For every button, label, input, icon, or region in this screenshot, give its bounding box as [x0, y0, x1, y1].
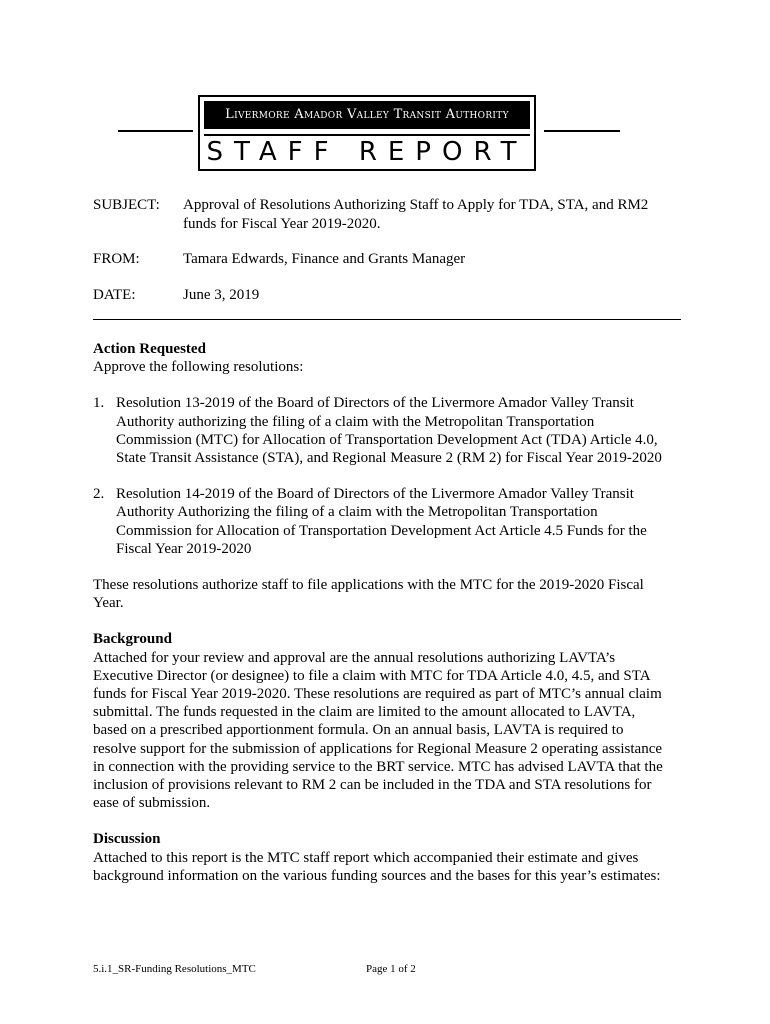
report-body [93, 340, 668, 885]
report-title: STAFF REPORT [206, 137, 528, 167]
list-item-number: 1. [93, 395, 105, 412]
list-item-text: Resolution 14-2019 of the Board of Directors of the Livermore Amador Valley Transit Authority Authorizing the filing of a claim with the Metropolitan Transportation Commission for Allocation of Transportation Development Act Article 4.5 Funds for the Fiscal Year 2019-2020 [116, 486, 647, 557]
list-item [93, 394, 668, 467]
list-item-text: Resolution 13-2019 of the Board of Directors of the Livermore Amador Valley Transit Authority authorizing the filing of a claim with the Metropolitan Transportation Commission (MTC) for Allocation of Transportation Development Act (TDA) Article 4.0, State Transit Assistance (STA), and Regional Measure 2 (RM 2) for Fiscal Year 2019-2020 [116, 395, 662, 467]
from-value: Tamara Edwards, Finance and Grants Manager [183, 251, 466, 267]
agency-name: Livermore Amador Valley Transit Authority [204, 101, 530, 129]
background-heading: Background [93, 631, 172, 648]
footer-filename: 5.i.1_SR-Funding Resolutions_MTC [93, 963, 256, 975]
header-rule-left [118, 130, 193, 132]
list-item [93, 485, 668, 558]
header-rule-right [544, 130, 620, 132]
list-item-number: 2. [93, 486, 105, 503]
from-label: FROM: [93, 251, 140, 267]
subject-label: SUBJECT: [93, 197, 160, 213]
action-requested-heading: Action Requested [93, 341, 206, 357]
subject-value: Approval of Resolutions Authorizing Staff to Apply for TDA, STA, and RM2 funds for Fiscal Year 2019-2020. [183, 197, 649, 232]
background-text: Attached for your review and approval are the annual resolutions authorizing LAVTA’s Executive Director (or designee) to file a claim with MTC for TDA Article 4.0, 4.5, and STA funds for Fiscal Year 2019-2020. These resolutions are required as part of MTC’s annual claim submittal. The funds requested in the claim are limited to the amount allocated to LAVTA, based on a prescribed apportionment formula. On an annual basis, LAVTA is required to resolve support for the submission of applications for Regional Measure 2 operating assistance in connection with the providing service to the BRT service. MTC has advised LAVTA that the inclusion of provisions relevant to RM 2 can be included in the TDA and STA resolutions for ease of submission. [93, 649, 663, 812]
date-label: DATE: [93, 287, 136, 303]
staff-report-banner [198, 95, 536, 171]
action-closing: These resolutions authorize staff to file applications with the MTC for the 2019-2020 Fiscal Year. [93, 577, 644, 612]
header-divider [93, 319, 681, 320]
banner-divider [204, 134, 530, 136]
action-intro: Approve the following resolutions: [93, 359, 304, 376]
page-number: Page 1 of 2 [366, 963, 416, 975]
discussion-heading: Discussion [93, 831, 161, 848]
date-value: June 3, 2019 [183, 287, 260, 303]
discussion-text: Attached to this report is the MTC staff report which accompanied their estimate and gives background information on the various funding sources and the bases for this year’s estimates: [93, 849, 661, 884]
resolution-list [93, 394, 668, 558]
